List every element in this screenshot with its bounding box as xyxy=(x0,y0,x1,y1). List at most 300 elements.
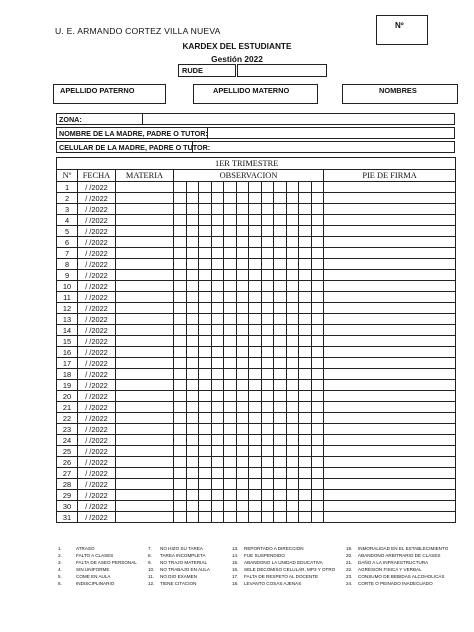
row-observacion-cell[interactable] xyxy=(211,424,224,435)
row-materia[interactable] xyxy=(116,226,174,237)
row-fecha[interactable]: / /2022 xyxy=(78,215,116,226)
row-materia[interactable] xyxy=(116,479,174,490)
row-observacion-cell[interactable] xyxy=(186,358,199,369)
rude-field[interactable] xyxy=(237,64,327,77)
row-observacion-cell[interactable] xyxy=(174,402,187,413)
row-observacion-cell[interactable] xyxy=(311,193,324,204)
row-observacion-cell[interactable] xyxy=(249,336,262,347)
row-fecha[interactable]: / /2022 xyxy=(78,490,116,501)
row-observacion-cell[interactable] xyxy=(249,424,262,435)
row-observacion-cell[interactable] xyxy=(261,292,274,303)
row-observacion-cell[interactable] xyxy=(224,435,237,446)
row-observacion-cell[interactable] xyxy=(199,292,212,303)
row-observacion-cell[interactable] xyxy=(249,259,262,270)
row-observacion-cell[interactable] xyxy=(236,457,249,468)
row-observacion-cell[interactable] xyxy=(186,347,199,358)
row-observacion-cell[interactable] xyxy=(299,490,312,501)
row-observacion-cell[interactable] xyxy=(224,391,237,402)
row-observacion-cell[interactable] xyxy=(236,479,249,490)
row-observacion-cell[interactable] xyxy=(261,314,274,325)
row-observacion-cell[interactable] xyxy=(299,259,312,270)
row-pie-de-firma[interactable] xyxy=(324,226,456,237)
row-observacion-cell[interactable] xyxy=(286,270,299,281)
row-observacion-cell[interactable] xyxy=(186,424,199,435)
row-observacion-cell[interactable] xyxy=(261,215,274,226)
row-materia[interactable] xyxy=(116,303,174,314)
row-fecha[interactable]: / /2022 xyxy=(78,380,116,391)
row-observacion-cell[interactable] xyxy=(199,226,212,237)
row-observacion-cell[interactable] xyxy=(199,512,212,523)
row-observacion-cell[interactable] xyxy=(274,358,287,369)
row-observacion-cell[interactable] xyxy=(199,468,212,479)
row-observacion-cell[interactable] xyxy=(224,292,237,303)
row-observacion-cell[interactable] xyxy=(199,336,212,347)
row-observacion-cell[interactable] xyxy=(274,490,287,501)
row-observacion-cell[interactable] xyxy=(236,391,249,402)
row-observacion-cell[interactable] xyxy=(274,270,287,281)
row-observacion-cell[interactable] xyxy=(174,336,187,347)
row-observacion-cell[interactable] xyxy=(236,215,249,226)
row-observacion-cell[interactable] xyxy=(311,270,324,281)
row-observacion-cell[interactable] xyxy=(236,259,249,270)
row-pie-de-firma[interactable] xyxy=(324,325,456,336)
row-observacion-cell[interactable] xyxy=(286,237,299,248)
row-observacion-cell[interactable] xyxy=(261,204,274,215)
row-observacion-cell[interactable] xyxy=(211,347,224,358)
row-observacion-cell[interactable] xyxy=(236,248,249,259)
row-observacion-cell[interactable] xyxy=(174,501,187,512)
row-observacion-cell[interactable] xyxy=(174,391,187,402)
row-observacion-cell[interactable] xyxy=(224,369,237,380)
row-observacion-cell[interactable] xyxy=(261,358,274,369)
row-observacion-cell[interactable] xyxy=(299,336,312,347)
row-observacion-cell[interactable] xyxy=(211,248,224,259)
row-observacion-cell[interactable] xyxy=(174,490,187,501)
row-observacion-cell[interactable] xyxy=(224,182,237,193)
row-observacion-cell[interactable] xyxy=(286,435,299,446)
row-observacion-cell[interactable] xyxy=(261,413,274,424)
row-observacion-cell[interactable] xyxy=(211,512,224,523)
row-pie-de-firma[interactable] xyxy=(324,512,456,523)
row-materia[interactable] xyxy=(116,248,174,259)
row-observacion-cell[interactable] xyxy=(199,358,212,369)
row-observacion-cell[interactable] xyxy=(261,193,274,204)
row-observacion-cell[interactable] xyxy=(299,303,312,314)
row-observacion-cell[interactable] xyxy=(311,435,324,446)
row-observacion-cell[interactable] xyxy=(311,303,324,314)
row-observacion-cell[interactable] xyxy=(299,347,312,358)
row-observacion-cell[interactable] xyxy=(261,501,274,512)
row-observacion-cell[interactable] xyxy=(274,347,287,358)
row-observacion-cell[interactable] xyxy=(274,226,287,237)
row-observacion-cell[interactable] xyxy=(186,391,199,402)
row-observacion-cell[interactable] xyxy=(224,336,237,347)
row-observacion-cell[interactable] xyxy=(261,512,274,523)
row-fecha[interactable]: / /2022 xyxy=(78,468,116,479)
row-observacion-cell[interactable] xyxy=(236,402,249,413)
row-observacion-cell[interactable] xyxy=(186,314,199,325)
row-observacion-cell[interactable] xyxy=(236,435,249,446)
row-observacion-cell[interactable] xyxy=(186,512,199,523)
row-materia[interactable] xyxy=(116,501,174,512)
row-observacion-cell[interactable] xyxy=(311,369,324,380)
row-observacion-cell[interactable] xyxy=(199,380,212,391)
row-pie-de-firma[interactable] xyxy=(324,479,456,490)
row-observacion-cell[interactable] xyxy=(274,292,287,303)
row-observacion-cell[interactable] xyxy=(274,446,287,457)
row-observacion-cell[interactable] xyxy=(286,413,299,424)
row-materia[interactable] xyxy=(116,237,174,248)
row-observacion-cell[interactable] xyxy=(224,358,237,369)
row-observacion-cell[interactable] xyxy=(199,402,212,413)
row-fecha[interactable]: / /2022 xyxy=(78,501,116,512)
row-observacion-cell[interactable] xyxy=(174,292,187,303)
row-observacion-cell[interactable] xyxy=(261,490,274,501)
row-observacion-cell[interactable] xyxy=(186,336,199,347)
row-observacion-cell[interactable] xyxy=(299,193,312,204)
row-observacion-cell[interactable] xyxy=(299,270,312,281)
row-observacion-cell[interactable] xyxy=(211,501,224,512)
row-materia[interactable] xyxy=(116,193,174,204)
row-fecha[interactable]: / /2022 xyxy=(78,248,116,259)
row-observacion-cell[interactable] xyxy=(274,413,287,424)
row-observacion-cell[interactable] xyxy=(199,259,212,270)
row-observacion-cell[interactable] xyxy=(174,380,187,391)
row-fecha[interactable]: / /2022 xyxy=(78,435,116,446)
row-fecha[interactable]: / /2022 xyxy=(78,325,116,336)
row-observacion-cell[interactable] xyxy=(311,336,324,347)
row-observacion-cell[interactable] xyxy=(174,182,187,193)
row-observacion-cell[interactable] xyxy=(236,501,249,512)
row-observacion-cell[interactable] xyxy=(174,193,187,204)
row-materia[interactable] xyxy=(116,281,174,292)
row-observacion-cell[interactable] xyxy=(199,457,212,468)
row-observacion-cell[interactable] xyxy=(286,391,299,402)
row-observacion-cell[interactable] xyxy=(261,237,274,248)
row-observacion-cell[interactable] xyxy=(299,402,312,413)
row-observacion-cell[interactable] xyxy=(174,281,187,292)
row-materia[interactable] xyxy=(116,424,174,435)
row-fecha[interactable]: / /2022 xyxy=(78,446,116,457)
row-observacion-cell[interactable] xyxy=(261,479,274,490)
row-observacion-cell[interactable] xyxy=(174,468,187,479)
row-materia[interactable] xyxy=(116,314,174,325)
row-observacion-cell[interactable] xyxy=(299,479,312,490)
row-observacion-cell[interactable] xyxy=(261,446,274,457)
row-observacion-cell[interactable] xyxy=(249,325,262,336)
row-pie-de-firma[interactable] xyxy=(324,457,456,468)
row-observacion-cell[interactable] xyxy=(224,314,237,325)
row-observacion-cell[interactable] xyxy=(299,358,312,369)
row-observacion-cell[interactable] xyxy=(249,226,262,237)
row-observacion-cell[interactable] xyxy=(199,303,212,314)
row-observacion-cell[interactable] xyxy=(236,270,249,281)
row-observacion-cell[interactable] xyxy=(211,468,224,479)
row-materia[interactable] xyxy=(116,347,174,358)
row-observacion-cell[interactable] xyxy=(224,512,237,523)
row-observacion-cell[interactable] xyxy=(224,281,237,292)
row-observacion-cell[interactable] xyxy=(211,292,224,303)
row-observacion-cell[interactable] xyxy=(224,259,237,270)
row-observacion-cell[interactable] xyxy=(311,248,324,259)
row-observacion-cell[interactable] xyxy=(174,457,187,468)
row-fecha[interactable]: / /2022 xyxy=(78,424,116,435)
row-observacion-cell[interactable] xyxy=(299,226,312,237)
row-observacion-cell[interactable] xyxy=(224,347,237,358)
row-observacion-cell[interactable] xyxy=(274,512,287,523)
row-observacion-cell[interactable] xyxy=(211,435,224,446)
row-fecha[interactable]: / /2022 xyxy=(78,193,116,204)
row-observacion-cell[interactable] xyxy=(174,303,187,314)
row-observacion-cell[interactable] xyxy=(186,380,199,391)
row-observacion-cell[interactable] xyxy=(249,281,262,292)
row-observacion-cell[interactable] xyxy=(199,314,212,325)
row-observacion-cell[interactable] xyxy=(249,402,262,413)
row-observacion-cell[interactable] xyxy=(224,490,237,501)
row-observacion-cell[interactable] xyxy=(286,402,299,413)
row-observacion-cell[interactable] xyxy=(224,193,237,204)
row-materia[interactable] xyxy=(116,402,174,413)
row-observacion-cell[interactable] xyxy=(211,479,224,490)
row-observacion-cell[interactable] xyxy=(199,204,212,215)
row-observacion-cell[interactable] xyxy=(211,369,224,380)
row-observacion-cell[interactable] xyxy=(174,237,187,248)
row-fecha[interactable]: / /2022 xyxy=(78,237,116,248)
row-fecha[interactable]: / /2022 xyxy=(78,369,116,380)
row-observacion-cell[interactable] xyxy=(236,237,249,248)
row-observacion-cell[interactable] xyxy=(186,413,199,424)
row-observacion-cell[interactable] xyxy=(249,347,262,358)
row-observacion-cell[interactable] xyxy=(274,204,287,215)
row-observacion-cell[interactable] xyxy=(286,457,299,468)
row-observacion-cell[interactable] xyxy=(311,259,324,270)
row-observacion-cell[interactable] xyxy=(311,380,324,391)
row-observacion-cell[interactable] xyxy=(174,479,187,490)
row-observacion-cell[interactable] xyxy=(236,193,249,204)
row-pie-de-firma[interactable] xyxy=(324,204,456,215)
row-observacion-cell[interactable] xyxy=(211,314,224,325)
row-observacion-cell[interactable] xyxy=(224,325,237,336)
row-observacion-cell[interactable] xyxy=(174,215,187,226)
row-pie-de-firma[interactable] xyxy=(324,314,456,325)
row-materia[interactable] xyxy=(116,435,174,446)
row-fecha[interactable]: / /2022 xyxy=(78,413,116,424)
row-observacion-cell[interactable] xyxy=(199,215,212,226)
row-observacion-cell[interactable] xyxy=(211,336,224,347)
row-observacion-cell[interactable] xyxy=(199,281,212,292)
row-pie-de-firma[interactable] xyxy=(324,490,456,501)
row-observacion-cell[interactable] xyxy=(186,303,199,314)
row-observacion-cell[interactable] xyxy=(274,303,287,314)
row-observacion-cell[interactable] xyxy=(199,435,212,446)
row-observacion-cell[interactable] xyxy=(174,413,187,424)
row-observacion-cell[interactable] xyxy=(249,248,262,259)
row-observacion-cell[interactable] xyxy=(311,215,324,226)
row-observacion-cell[interactable] xyxy=(274,402,287,413)
row-observacion-cell[interactable] xyxy=(274,435,287,446)
row-observacion-cell[interactable] xyxy=(311,468,324,479)
row-observacion-cell[interactable] xyxy=(224,226,237,237)
row-observacion-cell[interactable] xyxy=(299,314,312,325)
row-observacion-cell[interactable] xyxy=(199,413,212,424)
row-observacion-cell[interactable] xyxy=(299,281,312,292)
row-observacion-cell[interactable] xyxy=(274,193,287,204)
row-observacion-cell[interactable] xyxy=(224,204,237,215)
row-observacion-cell[interactable] xyxy=(274,281,287,292)
row-pie-de-firma[interactable] xyxy=(324,435,456,446)
row-materia[interactable] xyxy=(116,336,174,347)
row-observacion-cell[interactable] xyxy=(174,248,187,259)
row-observacion-cell[interactable] xyxy=(174,325,187,336)
row-observacion-cell[interactable] xyxy=(249,457,262,468)
row-fecha[interactable]: / /2022 xyxy=(78,226,116,237)
row-observacion-cell[interactable] xyxy=(286,215,299,226)
row-observacion-cell[interactable] xyxy=(174,512,187,523)
row-observacion-cell[interactable] xyxy=(224,303,237,314)
row-observacion-cell[interactable] xyxy=(224,248,237,259)
row-observacion-cell[interactable] xyxy=(211,270,224,281)
row-observacion-cell[interactable] xyxy=(286,501,299,512)
row-fecha[interactable]: / /2022 xyxy=(78,204,116,215)
row-observacion-cell[interactable] xyxy=(211,182,224,193)
row-observacion-cell[interactable] xyxy=(236,358,249,369)
row-observacion-cell[interactable] xyxy=(286,325,299,336)
row-observacion-cell[interactable] xyxy=(261,457,274,468)
row-observacion-cell[interactable] xyxy=(211,402,224,413)
row-observacion-cell[interactable] xyxy=(211,237,224,248)
row-observacion-cell[interactable] xyxy=(311,391,324,402)
row-observacion-cell[interactable] xyxy=(186,204,199,215)
row-observacion-cell[interactable] xyxy=(199,325,212,336)
row-materia[interactable] xyxy=(116,259,174,270)
row-observacion-cell[interactable] xyxy=(236,380,249,391)
row-observacion-cell[interactable] xyxy=(261,369,274,380)
row-observacion-cell[interactable] xyxy=(186,193,199,204)
row-observacion-cell[interactable] xyxy=(186,490,199,501)
row-observacion-cell[interactable] xyxy=(286,336,299,347)
row-observacion-cell[interactable] xyxy=(299,468,312,479)
row-observacion-cell[interactable] xyxy=(249,435,262,446)
row-observacion-cell[interactable] xyxy=(299,215,312,226)
row-observacion-cell[interactable] xyxy=(299,391,312,402)
row-observacion-cell[interactable] xyxy=(261,226,274,237)
row-observacion-cell[interactable] xyxy=(174,358,187,369)
row-observacion-cell[interactable] xyxy=(211,358,224,369)
row-observacion-cell[interactable] xyxy=(186,501,199,512)
row-observacion-cell[interactable] xyxy=(199,424,212,435)
row-observacion-cell[interactable] xyxy=(286,369,299,380)
row-fecha[interactable]: / /2022 xyxy=(78,479,116,490)
row-observacion-cell[interactable] xyxy=(286,446,299,457)
row-materia[interactable] xyxy=(116,292,174,303)
row-observacion-cell[interactable] xyxy=(311,204,324,215)
row-observacion-cell[interactable] xyxy=(199,248,212,259)
row-observacion-cell[interactable] xyxy=(174,314,187,325)
row-observacion-cell[interactable] xyxy=(211,446,224,457)
row-observacion-cell[interactable] xyxy=(199,182,212,193)
row-observacion-cell[interactable] xyxy=(261,281,274,292)
row-observacion-cell[interactable] xyxy=(286,479,299,490)
row-materia[interactable] xyxy=(116,369,174,380)
row-materia[interactable] xyxy=(116,270,174,281)
row-observacion-cell[interactable] xyxy=(236,303,249,314)
row-observacion-cell[interactable] xyxy=(249,270,262,281)
row-observacion-cell[interactable] xyxy=(286,380,299,391)
row-pie-de-firma[interactable] xyxy=(324,215,456,226)
row-pie-de-firma[interactable] xyxy=(324,259,456,270)
row-observacion-cell[interactable] xyxy=(236,204,249,215)
row-observacion-cell[interactable] xyxy=(174,226,187,237)
row-observacion-cell[interactable] xyxy=(211,303,224,314)
row-fecha[interactable]: / /2022 xyxy=(78,281,116,292)
row-observacion-cell[interactable] xyxy=(261,402,274,413)
row-observacion-cell[interactable] xyxy=(186,446,199,457)
row-observacion-cell[interactable] xyxy=(249,380,262,391)
row-observacion-cell[interactable] xyxy=(286,424,299,435)
row-observacion-cell[interactable] xyxy=(286,259,299,270)
row-observacion-cell[interactable] xyxy=(186,182,199,193)
row-observacion-cell[interactable] xyxy=(311,347,324,358)
row-observacion-cell[interactable] xyxy=(261,248,274,259)
row-observacion-cell[interactable] xyxy=(249,292,262,303)
row-observacion-cell[interactable] xyxy=(249,193,262,204)
row-observacion-cell[interactable] xyxy=(174,435,187,446)
celular-field[interactable] xyxy=(56,141,455,153)
row-observacion-cell[interactable] xyxy=(249,237,262,248)
row-observacion-cell[interactable] xyxy=(236,446,249,457)
row-observacion-cell[interactable] xyxy=(249,468,262,479)
row-observacion-cell[interactable] xyxy=(311,479,324,490)
row-observacion-cell[interactable] xyxy=(236,281,249,292)
row-observacion-cell[interactable] xyxy=(274,501,287,512)
row-observacion-cell[interactable] xyxy=(286,193,299,204)
row-observacion-cell[interactable] xyxy=(199,391,212,402)
row-observacion-cell[interactable] xyxy=(261,182,274,193)
row-observacion-cell[interactable] xyxy=(224,402,237,413)
row-observacion-cell[interactable] xyxy=(224,270,237,281)
row-observacion-cell[interactable] xyxy=(186,237,199,248)
row-fecha[interactable]: / /2022 xyxy=(78,347,116,358)
row-observacion-cell[interactable] xyxy=(199,237,212,248)
row-pie-de-firma[interactable] xyxy=(324,270,456,281)
row-pie-de-firma[interactable] xyxy=(324,358,456,369)
row-observacion-cell[interactable] xyxy=(311,424,324,435)
row-observacion-cell[interactable] xyxy=(249,303,262,314)
zona-field[interactable] xyxy=(56,113,455,125)
row-materia[interactable] xyxy=(116,512,174,523)
row-observacion-cell[interactable] xyxy=(224,424,237,435)
row-fecha[interactable]: / /2022 xyxy=(78,457,116,468)
row-observacion-cell[interactable] xyxy=(274,468,287,479)
row-observacion-cell[interactable] xyxy=(236,512,249,523)
row-observacion-cell[interactable] xyxy=(274,325,287,336)
row-observacion-cell[interactable] xyxy=(174,270,187,281)
row-observacion-cell[interactable] xyxy=(299,424,312,435)
row-pie-de-firma[interactable] xyxy=(324,193,456,204)
row-observacion-cell[interactable] xyxy=(249,479,262,490)
tutor-field[interactable] xyxy=(56,127,455,139)
row-fecha[interactable]: / /2022 xyxy=(78,512,116,523)
row-observacion-cell[interactable] xyxy=(311,358,324,369)
row-observacion-cell[interactable] xyxy=(174,347,187,358)
row-observacion-cell[interactable] xyxy=(186,259,199,270)
row-observacion-cell[interactable] xyxy=(211,281,224,292)
row-observacion-cell[interactable] xyxy=(186,248,199,259)
row-observacion-cell[interactable] xyxy=(261,259,274,270)
row-observacion-cell[interactable] xyxy=(199,479,212,490)
row-materia[interactable] xyxy=(116,490,174,501)
row-observacion-cell[interactable] xyxy=(299,182,312,193)
